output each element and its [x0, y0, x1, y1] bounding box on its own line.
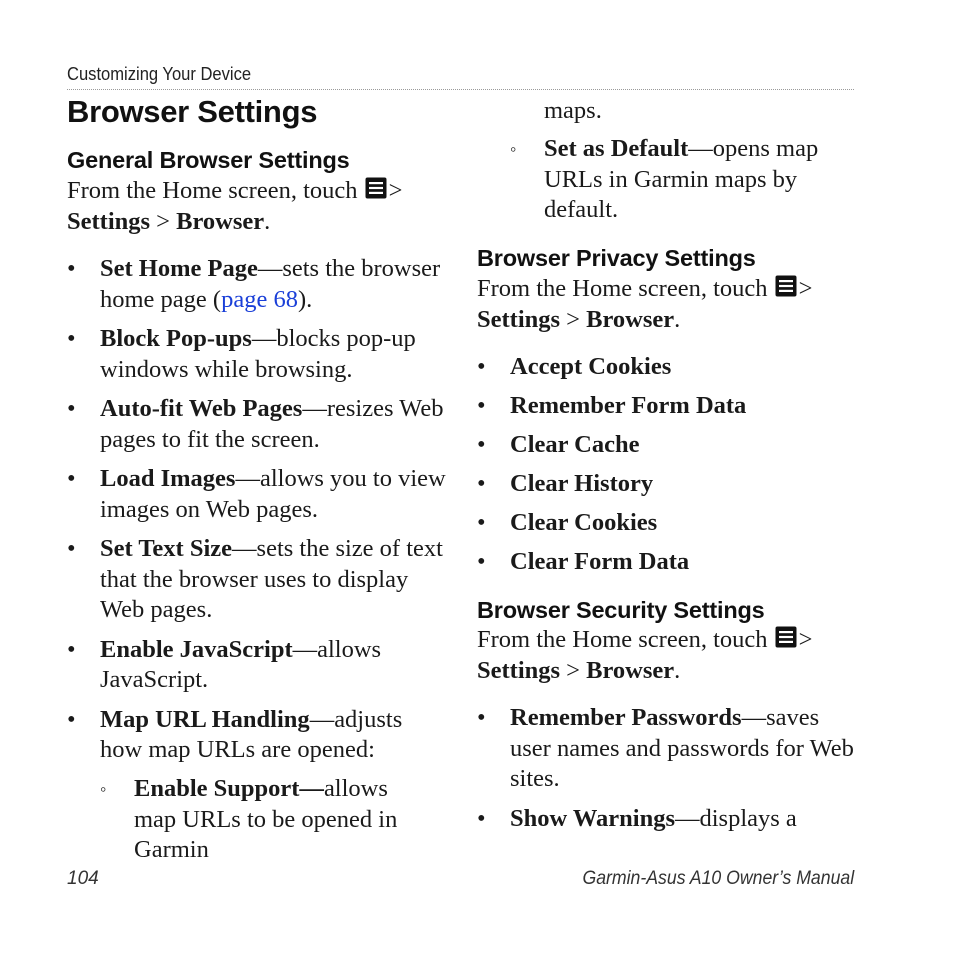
menu-icon: [365, 177, 387, 199]
privacy-settings-heading: Browser Privacy Settings: [477, 245, 756, 271]
sub-bullet-icon: ◦: [510, 139, 517, 159]
bullet-icon: •: [477, 548, 486, 575]
page-link[interactable]: page 68: [221, 285, 298, 313]
privacy-settings-list: [477, 352, 857, 578]
menu-icon: [775, 275, 797, 297]
settings-label: Settings: [67, 207, 151, 235]
browser-label: Browser: [586, 305, 675, 333]
security-settings-list: [477, 703, 857, 834]
list-item: • Load Images—allows you to view images on Web pages.: [67, 465, 446, 523]
header-rule: [67, 89, 854, 90]
settings-label: Settings: [477, 305, 561, 333]
list-item: • Clear Cookies: [477, 508, 857, 539]
list-item: • Map URL Handling—adjusts how map URLs are opened:: [67, 705, 403, 763]
browser-label: Browser: [176, 207, 265, 235]
bullet-icon: •: [67, 465, 76, 492]
list-item: • Accept Cookies: [477, 352, 857, 383]
list-item: • Remember Form Data: [477, 391, 857, 422]
bullet-icon: •: [477, 470, 486, 497]
running-head: Customizing Your Device: [67, 64, 252, 84]
bullet-icon: •: [477, 804, 486, 832]
bullet-icon: •: [477, 509, 486, 536]
bullet-icon: •: [477, 704, 486, 731]
bullet-icon: •: [67, 325, 76, 352]
bullet-icon: •: [67, 535, 76, 562]
browser-label: Browser: [586, 656, 675, 684]
page-number: 104: [67, 868, 99, 889]
menu-icon: [775, 626, 797, 648]
settings-label: Settings: [477, 656, 561, 684]
bullet-icon: •: [477, 353, 486, 380]
bullet-icon: •: [67, 635, 76, 663]
sub-item-continuation: maps.: [544, 97, 602, 124]
bullet-icon: •: [477, 431, 486, 458]
general-settings-list: [67, 254, 447, 775]
security-intro: From the Home screen, touch > Settings > Browser.: [477, 626, 813, 684]
page-title: Browser Settings: [67, 94, 318, 129]
bullet-icon: •: [67, 255, 76, 282]
bullet-icon: •: [477, 392, 486, 419]
list-item: • Set Text Size—sets the size of text that the browser uses to display Web pages.: [67, 535, 443, 623]
list-item: • Enable JavaScript—allows JavaScript.: [67, 635, 382, 693]
general-settings-heading: General Browser Settings: [67, 147, 350, 173]
sub-bullet-icon: ◦: [100, 779, 107, 799]
list-item: • Clear Form Data: [477, 547, 857, 578]
bullet-icon: •: [67, 395, 76, 422]
list-item: • Set Home Page—sets the browser home page (page 68).: [67, 255, 441, 313]
list-item: • Block Pop-ups—blocks pop-up windows while browsing.: [67, 325, 416, 383]
list-item: • Clear History: [477, 469, 857, 500]
list-item: • Auto-fit Web Pages—resizes Web pages to fit the screen.: [67, 395, 444, 453]
list-item: • Remember Passwords—saves user names and passwords for Web sites.: [477, 704, 854, 792]
privacy-intro: From the Home screen, touch > Settings > Browser.: [477, 275, 813, 333]
list-item: • Clear Cache: [477, 430, 857, 461]
security-settings-heading: Browser Security Settings: [477, 597, 765, 623]
manual-title: Garmin-Asus A10 Owner’s Manual: [582, 868, 854, 889]
list-item: • Show Warnings—displays a: [477, 804, 857, 835]
general-intro: From the Home screen, touch > Settings > Browser.: [67, 177, 403, 235]
bullet-icon: •: [67, 705, 76, 733]
